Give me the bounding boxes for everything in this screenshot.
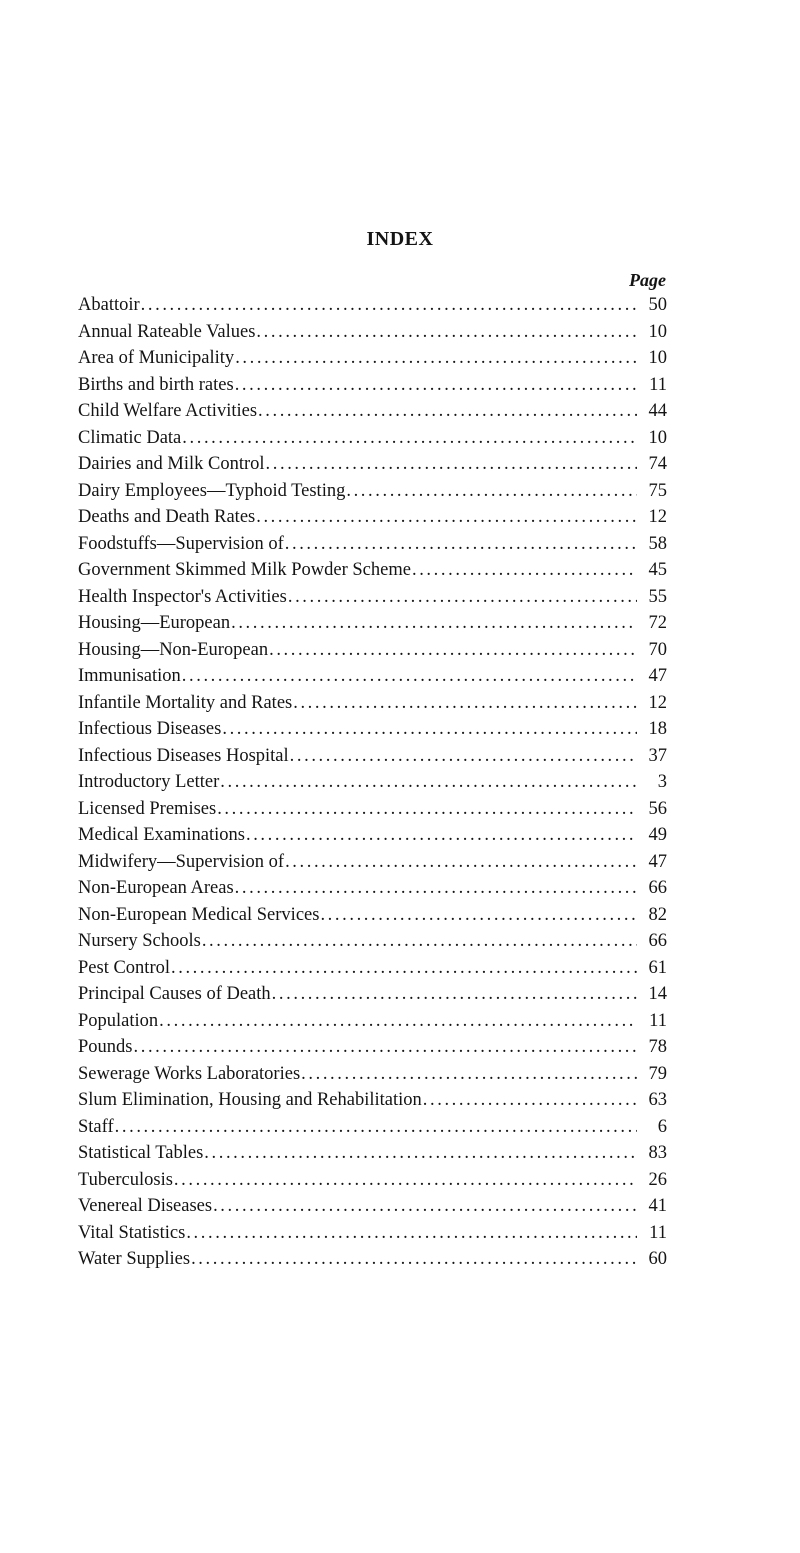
dot-leader	[231, 610, 637, 637]
index-entry	[78, 769, 667, 796]
dot-leader	[213, 1193, 637, 1220]
entry-label: Pounds	[78, 1037, 133, 1057]
entry-label: Immunisation	[78, 666, 181, 686]
index-entry	[78, 743, 667, 770]
index-entry-list	[78, 292, 667, 1273]
entry-page-number: 12	[648, 692, 667, 713]
dot-leader	[174, 1167, 637, 1194]
dot-leader	[171, 955, 637, 982]
dot-leader	[235, 372, 637, 399]
entry-label: Introductory Letter	[78, 772, 220, 792]
dot-leader	[182, 425, 637, 452]
entry-page-number: 49	[648, 825, 667, 845]
dot-leader	[182, 663, 637, 690]
entry-page-number: 55	[648, 586, 667, 607]
entry-page-number: 45	[648, 560, 667, 580]
entry-label: Nursery Schools	[78, 931, 201, 951]
index-title: INDEX	[366, 228, 434, 250]
entry-page-number: 82	[648, 904, 667, 925]
index-entry	[78, 981, 667, 1008]
index-entry	[78, 1140, 667, 1167]
entry-page-number: 78	[648, 1037, 667, 1057]
entry-page-number: 14	[648, 984, 667, 1004]
entry-label: Climatic Data	[78, 427, 182, 448]
index-entry	[78, 637, 667, 664]
index-entry	[78, 955, 667, 982]
entry-label: Medical Examinations	[78, 825, 245, 845]
entry-label: Abattoir	[78, 295, 140, 315]
entry-page-number: 63	[648, 1090, 667, 1110]
entry-page-number: 11	[649, 374, 667, 395]
entry-label: Housing—European	[78, 613, 231, 633]
entry-label: Infectious Diseases	[78, 719, 222, 739]
entry-label: Licensed Premises	[78, 798, 217, 819]
dot-leader	[320, 902, 637, 929]
dot-leader	[204, 1140, 637, 1167]
index-entry	[78, 451, 667, 478]
dot-leader	[301, 1061, 637, 1088]
dot-leader	[134, 1034, 638, 1061]
entry-label: Annual Rateable Values	[78, 321, 256, 342]
entry-label: Non-European Medical Services	[78, 904, 320, 925]
index-entry	[78, 822, 667, 849]
entry-label: Water Supplies	[78, 1249, 191, 1269]
index-entry	[78, 372, 667, 399]
dot-leader	[235, 345, 637, 372]
entry-label: Vital Statistics	[78, 1222, 186, 1243]
entry-page-number: 10	[648, 321, 667, 342]
entry-label: Statistical Tables	[78, 1143, 204, 1163]
index-entry	[78, 1087, 667, 1114]
index-entry	[78, 531, 667, 558]
entry-label: Midwifery—Supervision of	[78, 851, 285, 872]
index-entry	[78, 345, 667, 372]
entry-page-number: 11	[649, 1010, 667, 1031]
entry-label: Dairies and Milk Control	[78, 454, 265, 474]
entry-label: Area of Municipality	[78, 348, 235, 368]
index-entry	[78, 849, 667, 876]
entry-label: Child Welfare Activities	[78, 401, 258, 421]
dot-leader	[159, 1008, 637, 1035]
index-entry	[78, 557, 667, 584]
index-entry	[78, 478, 667, 505]
dot-leader	[266, 451, 637, 478]
index-entry	[78, 292, 667, 319]
entry-page-number: 61	[648, 957, 667, 978]
entry-page-number: 72	[648, 613, 667, 633]
dot-leader	[191, 1246, 637, 1273]
dot-leader	[423, 1087, 637, 1114]
dot-leader	[293, 690, 637, 717]
dot-leader	[220, 769, 637, 796]
dot-leader	[235, 875, 637, 902]
dot-leader	[256, 319, 637, 346]
dot-leader	[115, 1114, 637, 1141]
entry-label: Staff	[78, 1116, 114, 1137]
index-entry	[78, 398, 667, 425]
entry-label: Dairy Employees—Typhoid Testing	[78, 480, 346, 501]
entry-label: Deaths and Death Rates	[78, 507, 256, 527]
entry-label: Housing—Non-European	[78, 639, 269, 660]
entry-page-number: 10	[648, 427, 667, 448]
index-entry	[78, 1167, 667, 1194]
entry-page-number: 6	[657, 1116, 667, 1137]
entry-page-number: 47	[648, 851, 667, 872]
entry-page-number: 11	[649, 1222, 667, 1243]
entry-label: Foodstuffs—Supervision of	[78, 533, 284, 554]
dot-leader	[258, 398, 637, 425]
dot-leader	[290, 743, 637, 770]
entry-label: Venereal Diseases	[78, 1196, 213, 1216]
index-entry	[78, 1220, 667, 1247]
page-column-label: Page	[629, 270, 666, 290]
entry-page-number: 60	[648, 1249, 667, 1269]
entry-label: Infectious Diseases Hospital	[78, 745, 289, 766]
entry-label: Principal Causes of Death	[78, 984, 271, 1004]
dot-leader	[246, 822, 637, 849]
entry-label: Government Skimmed Milk Powder Scheme	[78, 560, 411, 580]
dot-leader	[217, 796, 637, 823]
entry-page-number: 58	[648, 533, 667, 554]
entry-page-number: 56	[648, 798, 667, 819]
entry-page-number: 66	[648, 878, 667, 898]
entry-label: Population	[78, 1010, 159, 1031]
entry-page-number: 83	[648, 1143, 667, 1163]
dot-leader	[285, 849, 637, 876]
entry-label: Infantile Mortality and Rates	[78, 692, 293, 713]
entry-page-number: 3	[657, 772, 667, 792]
entry-label: Sewerage Works Laboratories	[78, 1063, 301, 1084]
index-entry	[78, 425, 667, 452]
entry-page-number: 75	[648, 480, 667, 501]
index-entry	[78, 902, 667, 929]
index-entry	[78, 504, 667, 531]
entry-page-number: 44	[648, 401, 667, 421]
index-entry	[78, 690, 667, 717]
entry-label: Slum Elimination, Housing and Rehabilitation	[78, 1090, 422, 1110]
dot-leader	[346, 478, 637, 505]
entry-page-number: 37	[648, 745, 667, 766]
dot-leader	[288, 584, 637, 611]
entry-label: Health Inspector's Activities	[78, 586, 287, 607]
entry-page-number: 10	[648, 348, 667, 368]
entry-page-number: 70	[648, 639, 667, 660]
index-entry	[78, 796, 667, 823]
entry-page-number: 41	[648, 1196, 667, 1216]
index-entry	[78, 663, 667, 690]
index-entry	[78, 1193, 667, 1220]
entry-label: Tuberculosis	[78, 1169, 173, 1190]
index-entry	[78, 1246, 667, 1273]
dot-leader	[285, 531, 637, 558]
dot-leader	[222, 716, 637, 743]
index-entry	[78, 1008, 667, 1035]
index-entry	[78, 716, 667, 743]
index-entry	[78, 875, 667, 902]
entry-page-number: 74	[648, 454, 667, 474]
index-entry	[78, 1114, 667, 1141]
entry-page-number: 66	[648, 931, 667, 951]
index-entry	[78, 610, 667, 637]
entry-page-number: 50	[648, 295, 667, 315]
dot-leader	[186, 1220, 637, 1247]
dot-leader	[269, 637, 637, 664]
entry-label: Pest Control	[78, 957, 170, 978]
dot-leader	[272, 981, 637, 1008]
index-entry	[78, 319, 667, 346]
entry-page-number: 26	[648, 1169, 667, 1190]
dot-leader	[256, 504, 637, 531]
entry-label: Births and birth rates	[78, 374, 234, 395]
index-entry	[78, 1034, 667, 1061]
index-entry	[78, 584, 667, 611]
dot-leader	[412, 557, 637, 584]
entry-page-number: 18	[648, 719, 667, 739]
index-entry	[78, 1061, 667, 1088]
entry-page-number: 79	[648, 1063, 667, 1084]
dot-leader	[141, 292, 637, 319]
entry-page-number: 12	[648, 507, 667, 527]
entry-page-number: 47	[648, 666, 667, 686]
index-entry	[78, 928, 667, 955]
entry-label: Non-European Areas	[78, 878, 234, 898]
dot-leader	[202, 928, 637, 955]
